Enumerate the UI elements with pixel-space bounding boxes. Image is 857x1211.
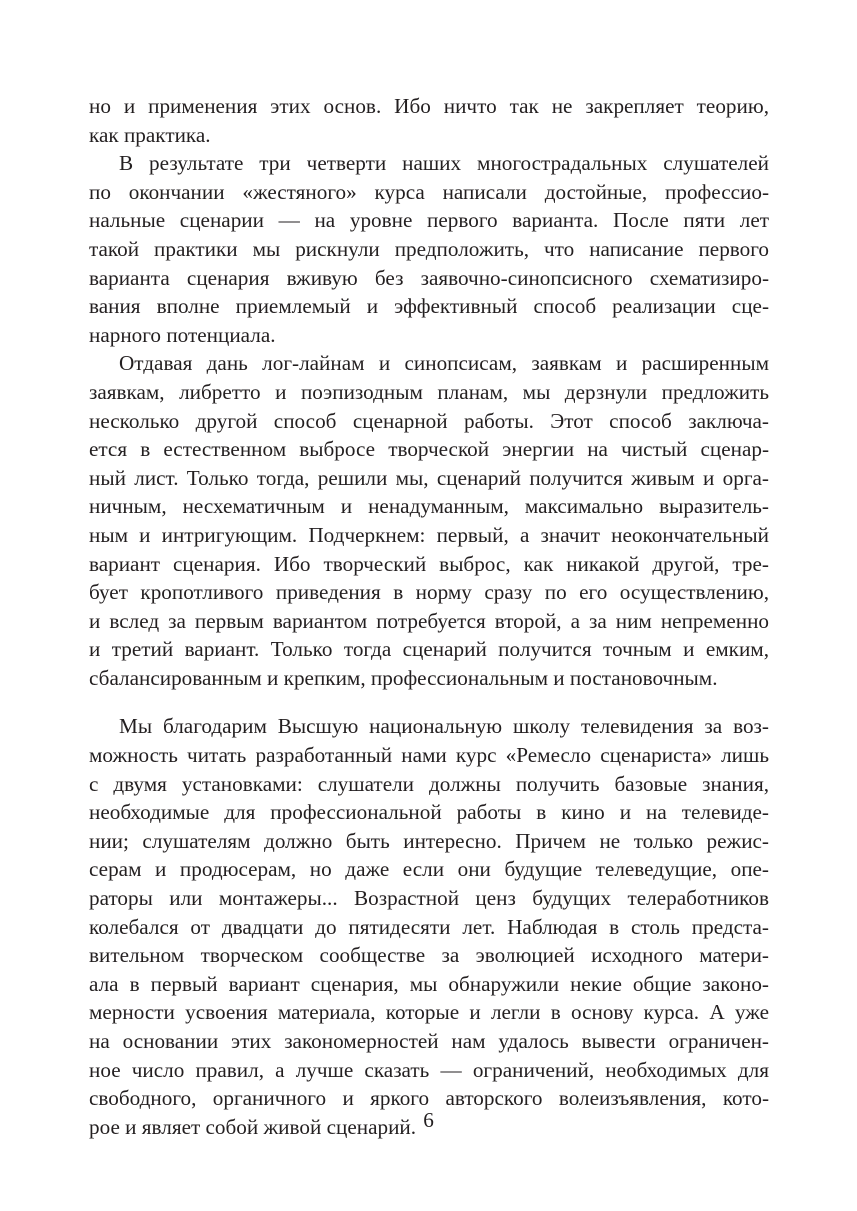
text-line: рое и являет собой живой сценарий.: [89, 1114, 417, 1139]
text-line: на основании этих закономерностей нам удалось вывести ограничен-: [89, 1029, 769, 1053]
text-line: ным и интригующим. Подчеркнем: первый, а значит неокончательный: [89, 522, 769, 547]
text-line: вительном творческом сообществе за эволюцией исходного матери-: [89, 943, 769, 968]
text-line: Мы благодарим Высшую национальную школу телевидения за воз-: [119, 714, 769, 739]
page-body: [89, 92, 769, 1141]
text-line: серам и продюсерам, но даже если они будущие телеведущие, опе-: [89, 857, 769, 882]
text-line: можность читать разработанный нами курс «Ремесло сценариста» лишь: [89, 743, 769, 768]
text-line: с двумя установками: слушатели должны получить базовые знания,: [89, 771, 769, 796]
text-line: бует кропотливого приведения в норму сразу по его осуществлению,: [89, 580, 769, 605]
text-line: ала в первый вариант сценария, мы обнаружили некие общие законо-: [89, 971, 769, 996]
paragraph: [89, 149, 769, 349]
text-line: варианта сценария вживую без заявочно-синопсисного схематизиро-: [89, 265, 769, 290]
text-line: и вслед за первым вариантом потребуется второй, а за ним непременно: [89, 608, 769, 633]
text-line: раторы или монтажеры... Возрастной ценз будущих телеработников: [89, 886, 769, 911]
paragraph: [89, 92, 769, 149]
text-line: Отдавая дань лог-лайнам и синопсисам, заявкам и расширенным: [119, 351, 769, 376]
text-line: вариант сценария. Ибо творческий выброс, как никакой другой, тре-: [89, 551, 769, 576]
section-gap: [89, 692, 769, 712]
text-line: несколько другой способ сценарной работы. Этот способ заключа-: [89, 408, 769, 433]
text-line: заявкам, либретто и поэпизодным планам, мы дерзнули предложить: [89, 379, 769, 404]
text-line: и третий вариант. Только тогда сценарий получится точным и емким,: [89, 637, 769, 662]
text-line: ное число правил, а лучше сказать — ограничений, необходимых для: [89, 1057, 769, 1082]
text-line: ный лист. Только тогда, решили мы, сценарий получится живым и орга-: [89, 465, 769, 490]
paragraph: [89, 712, 769, 1141]
text-line: мерности усвоения материала, которые и легли в основу курса. А уже: [89, 1000, 769, 1025]
text-line: сбалансированным и крепким, профессиональным и постановочным.: [89, 665, 718, 690]
text-line: нальные сценарии — на уровне первого варианта. После пяти лет: [89, 208, 769, 233]
text-line: нии; слушателям должно быть интересно. Причем не только режис-: [89, 828, 769, 853]
text-line: свободного, органичного и яркого авторского волеизъявления, кото-: [89, 1086, 769, 1111]
page-number: 6: [423, 1108, 434, 1132]
text-line: нарного потенциала.: [89, 322, 276, 347]
text-line: ничным, несхематичным и ненадуманным, максимально выразитель-: [89, 494, 769, 519]
text-line: такой практики мы рискнули предположить, что написание первого: [89, 236, 769, 261]
text-line: вания вполне приемлемый и эффективный способ реализации сце-: [89, 294, 769, 319]
text-line: В результате три четверти наших многострадальных слушателей: [119, 151, 769, 176]
text-line: колебался от двадцати до пятидесяти лет. Наблюдая в столь предста-: [89, 914, 769, 939]
text-line: ется в естественном выбросе творческой энергии на чистый сценар-: [89, 437, 769, 462]
text-line: но и применения этих основ. Ибо ничто так не закрепляет теорию,: [89, 94, 769, 118]
text-line: как практика.: [89, 122, 211, 147]
text-line: по окончании «жестяного» курса написали достойные, профессио-: [89, 179, 769, 204]
paragraph: [89, 349, 769, 692]
text-line: необходимые для профессиональной работы в кино и на телевиде-: [89, 800, 769, 825]
